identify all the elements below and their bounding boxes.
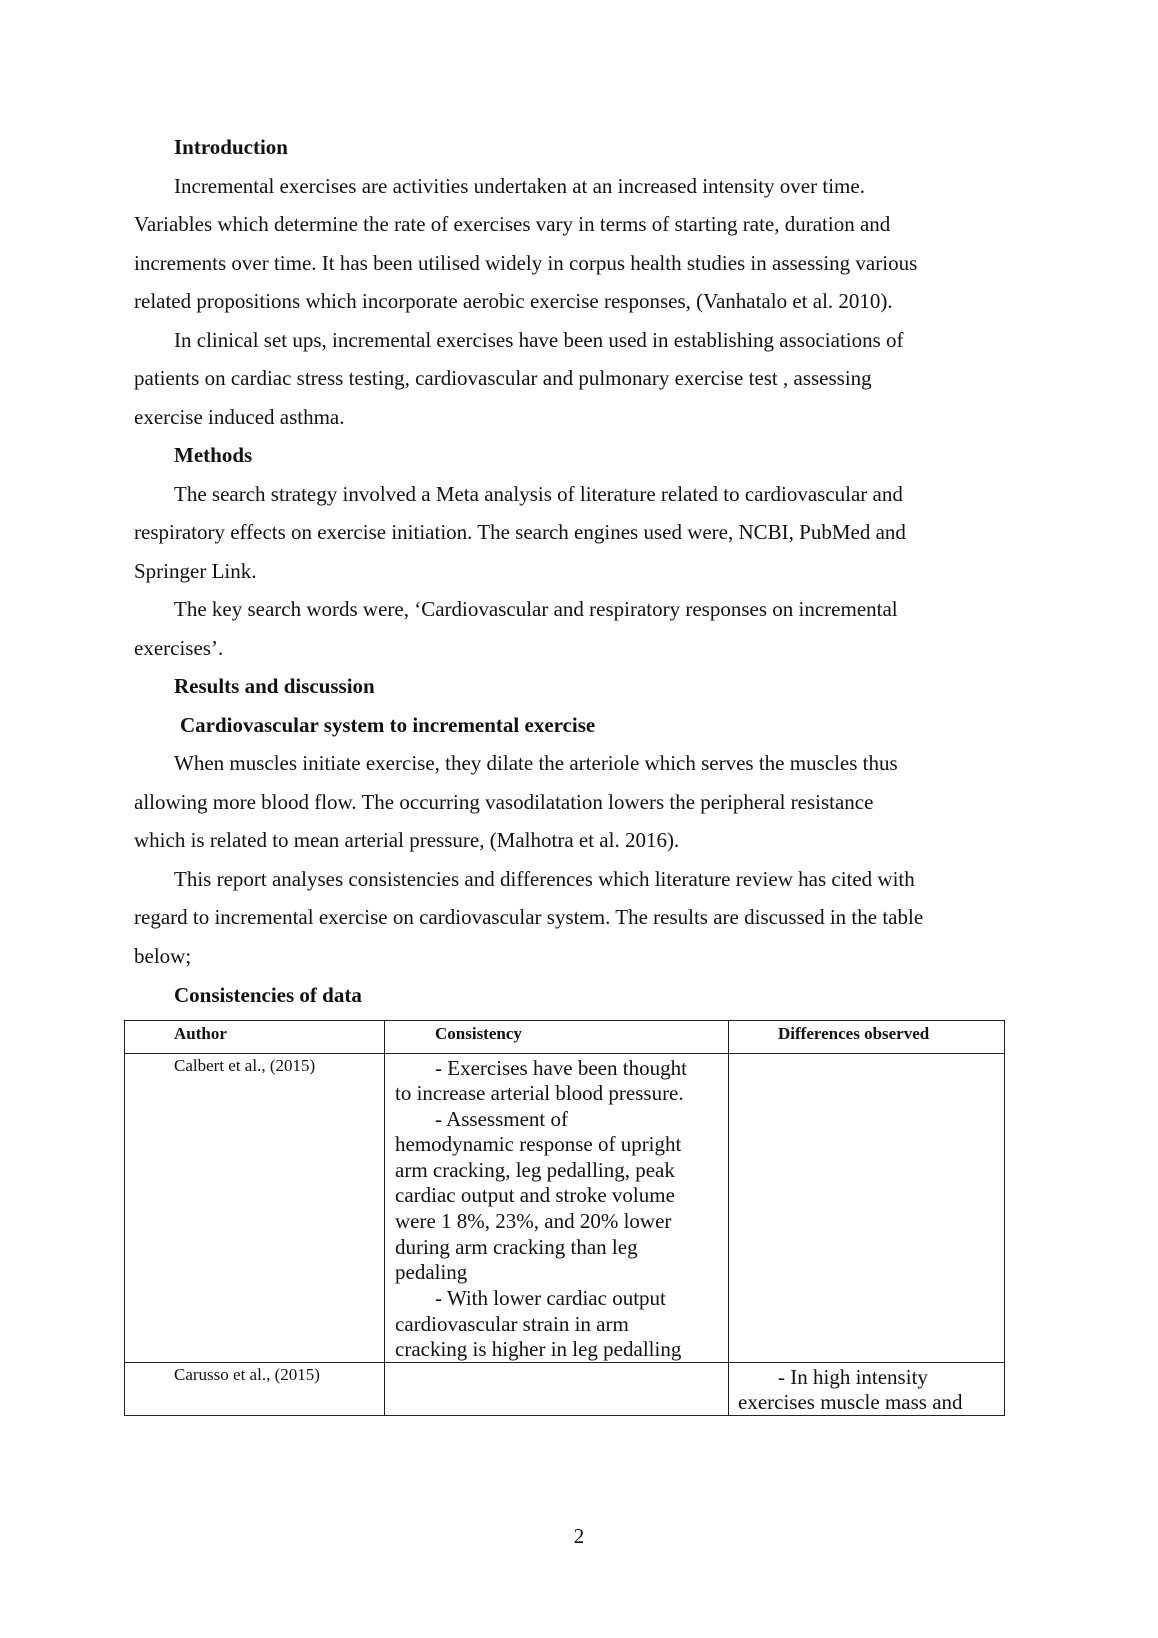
table-border bbox=[728, 1020, 729, 1416]
table-border bbox=[124, 1020, 1005, 1021]
page-number: 2 bbox=[573, 1524, 585, 1548]
consistency-line: were 1 8%, 23%, and 20% lower bbox=[395, 1209, 672, 1233]
intro-p1-line: Variables which determine the rate of exercises vary in terms of starting rate, duration and bbox=[134, 212, 891, 236]
table-border bbox=[384, 1020, 385, 1416]
methods-p1-line: The search strategy involved a Meta analysis of literature related to cardiovascular and bbox=[174, 482, 903, 506]
intro-p2-line: patients on cardiac stress testing, cardiovascular and pulmonary exercise test , assessing bbox=[134, 366, 872, 390]
cardio-p2-line: regard to incremental exercise on cardiovascular system. The results are discussed in the table bbox=[134, 905, 924, 929]
consistency-line: - Exercises have been thought bbox=[435, 1056, 687, 1080]
consistency-line: pedaling bbox=[395, 1260, 468, 1284]
methods-p2-line: The key search words were, ‘Cardiovascular and respiratory responses on incremental bbox=[174, 597, 898, 621]
cardio-p1-line: When muscles initiate exercise, they dilate the arteriole which serves the muscles thus bbox=[174, 751, 898, 775]
heading-consistencies: Consistencies of data bbox=[174, 983, 362, 1007]
cardio-p1-line: allowing more blood flow. The occurring vasodilatation lowers the peripheral resistance bbox=[134, 790, 874, 814]
table-header-author: Author bbox=[174, 1024, 227, 1043]
differences-line: - In high intensity bbox=[778, 1365, 928, 1389]
intro-p1-line: related propositions which incorporate aerobic exercise responses, (Vanhatalo et al. 2010). bbox=[134, 289, 893, 313]
consistency-line: during arm cracking than leg bbox=[395, 1235, 638, 1259]
table-border bbox=[1004, 1020, 1005, 1416]
heading-methods: Methods bbox=[174, 443, 253, 467]
cardio-p2-line: below; bbox=[134, 944, 192, 968]
consistency-line: - Assessment of bbox=[435, 1107, 568, 1131]
consistency-line: hemodynamic response of upright bbox=[395, 1132, 682, 1156]
methods-p1-line: respiratory effects on exercise initiation. The search engines used were, NCBI, PubMed and bbox=[134, 520, 906, 544]
heading-cardio: Cardiovascular system to incremental exercise bbox=[180, 713, 596, 737]
table-header-differences: Differences observed bbox=[778, 1024, 930, 1043]
consistency-line: cracking is higher in leg pedalling bbox=[395, 1337, 682, 1361]
heading-introduction: Introduction bbox=[174, 135, 288, 159]
intro-p2-line: In clinical set ups, incremental exercises have been used in establishing associations of bbox=[174, 328, 904, 352]
cardio-p1-line: which is related to mean arterial pressure, (Malhotra et al. 2016). bbox=[134, 828, 680, 852]
consistency-line: cardiovascular strain in arm bbox=[395, 1312, 629, 1336]
intro-p2-line: exercise induced asthma. bbox=[134, 405, 345, 429]
consistency-line: to increase arterial blood pressure. bbox=[395, 1081, 684, 1105]
table-border bbox=[124, 1053, 1005, 1054]
consistency-line: cardiac output and stroke volume bbox=[395, 1183, 675, 1207]
consistency-line: - With lower cardiac output bbox=[435, 1286, 666, 1310]
intro-p1-line: Incremental exercises are activities undertaken at an increased intensity over time. bbox=[174, 174, 865, 198]
methods-p2-line: exercises’. bbox=[134, 636, 224, 660]
table-cell-author: Carusso et al., (2015) bbox=[174, 1365, 320, 1384]
table-border bbox=[124, 1020, 125, 1416]
heading-results: Results and discussion bbox=[174, 674, 375, 698]
methods-p1-line: Springer Link. bbox=[134, 559, 257, 583]
intro-p1-line: increments over time. It has been utilised widely in corpus health studies in assessing various bbox=[134, 251, 918, 275]
differences-line: exercises muscle mass and bbox=[738, 1390, 963, 1414]
cardio-p2-line: This report analyses consistencies and differences which literature review has cited with bbox=[174, 867, 915, 891]
table-cell-author: Calbert et al., (2015) bbox=[174, 1056, 316, 1075]
consistency-line: arm cracking, leg pedalling, peak bbox=[395, 1158, 675, 1182]
table-header-consistency: Consistency bbox=[435, 1024, 522, 1043]
